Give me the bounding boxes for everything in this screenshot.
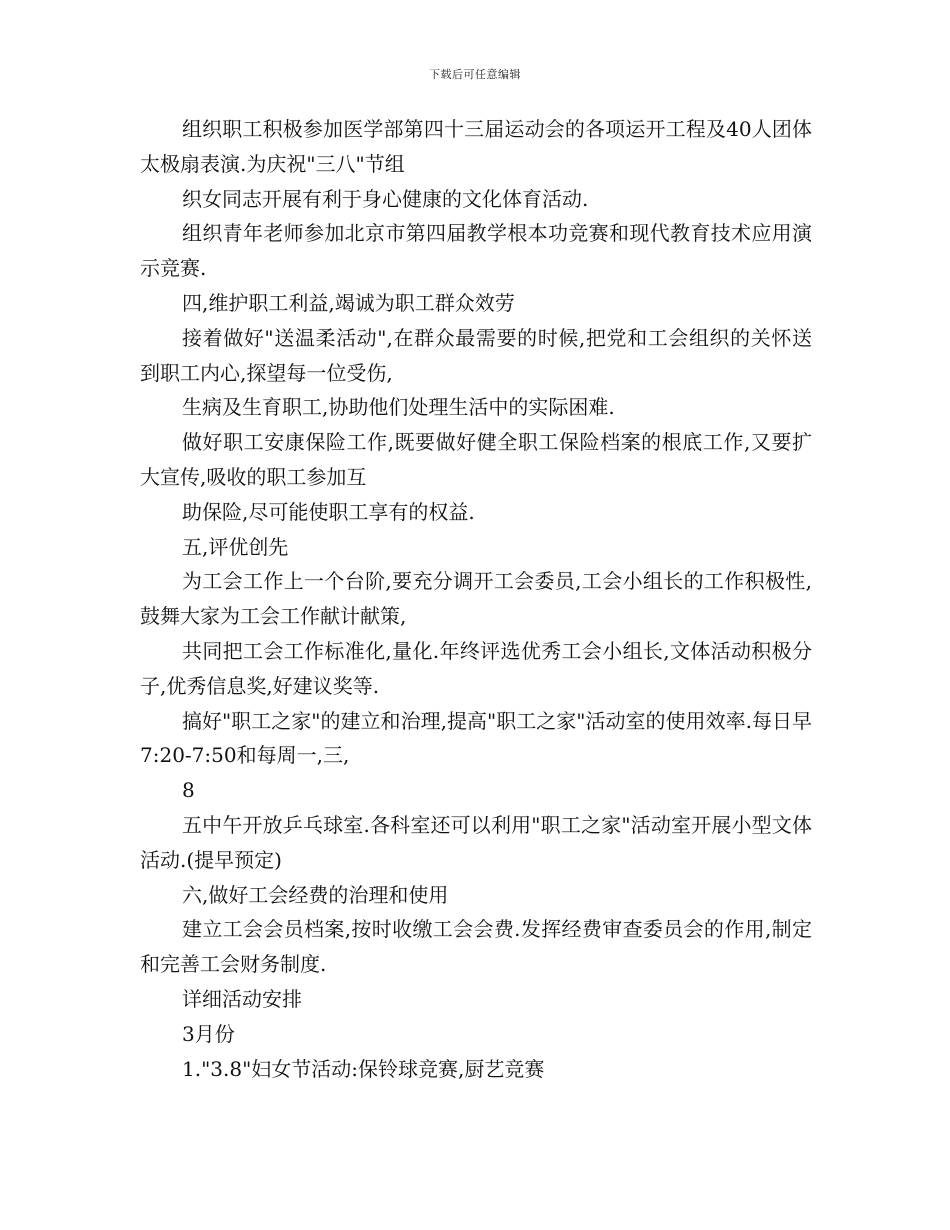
section-heading: 六,做好工会经费的治理和使用 [182,882,449,907]
paragraph: 组织职工积极参加医学部第四十三届运动会的各项运开工程及40人团体太极扇表演.为庆祝"三八"节组 [140,117,812,176]
month-heading: 3月份 [182,1021,235,1046]
paragraph: 共同把工会工作标准化,量化.年终评选优秀工会小组长,文体活动积极分子,优秀信息奖,好建议奖等. [140,638,812,698]
paragraph: 做好职工安康保险工作,既要做好健全职工保险档案的根底工作,又要扩大宣传,吸收的职工参加互 [140,430,812,489]
paragraph: 搞好"职工之家"的建立和治理,提高"职工之家"活动室的使用效率.每日早7:20-7:50和每周一,三, [140,708,812,768]
section-heading: 详细活动安排 [182,986,302,1011]
section-heading: 五,评优创先 [182,534,289,559]
paragraph: 助保险,尽可能使职工享有的权益. [182,499,475,524]
page-number: 8 [182,778,195,803]
paragraph: 建立工会会员档案,按时收缴工会会费.发挥经费审查委员会的作用,制定和完善工会财务制度. [140,917,812,977]
paragraph: 接着做好"送温柔活动",在群众最需要的时候,把党和工会组织的关怀送到职工内心,探望每一位受伤, [140,325,812,385]
list-item: 1."3.8"妇女节活动:保铃球竞赛,厨艺竞赛 [182,1056,545,1081]
section-heading: 四,维护职工利益,竭诚为职工群众效劳 [182,290,515,315]
document-body [140,112,812,1086]
paragraph: 生病及生育职工,协助他们处理生活中的实际困难. [182,395,615,420]
paragraph: 为工会工作上一个台阶,要充分调开工会委员,工会小组长的工作积极性,鼓舞大家为工会工作献计献策, [140,569,812,629]
paragraph: 织女同志开展有利于身心健康的文化体育活动. [182,186,589,211]
page-header: 下载后可任意编辑 [429,68,521,81]
paragraph: 五中午开放乒乓球室.各科室还可以利用"职工之家"活动室开展小型文体活动.(提早预定) [140,812,812,872]
paragraph: 组织青年老师参加北京市第四届教学根本功竞赛和现代教育技术应用演示竞赛. [140,221,812,281]
